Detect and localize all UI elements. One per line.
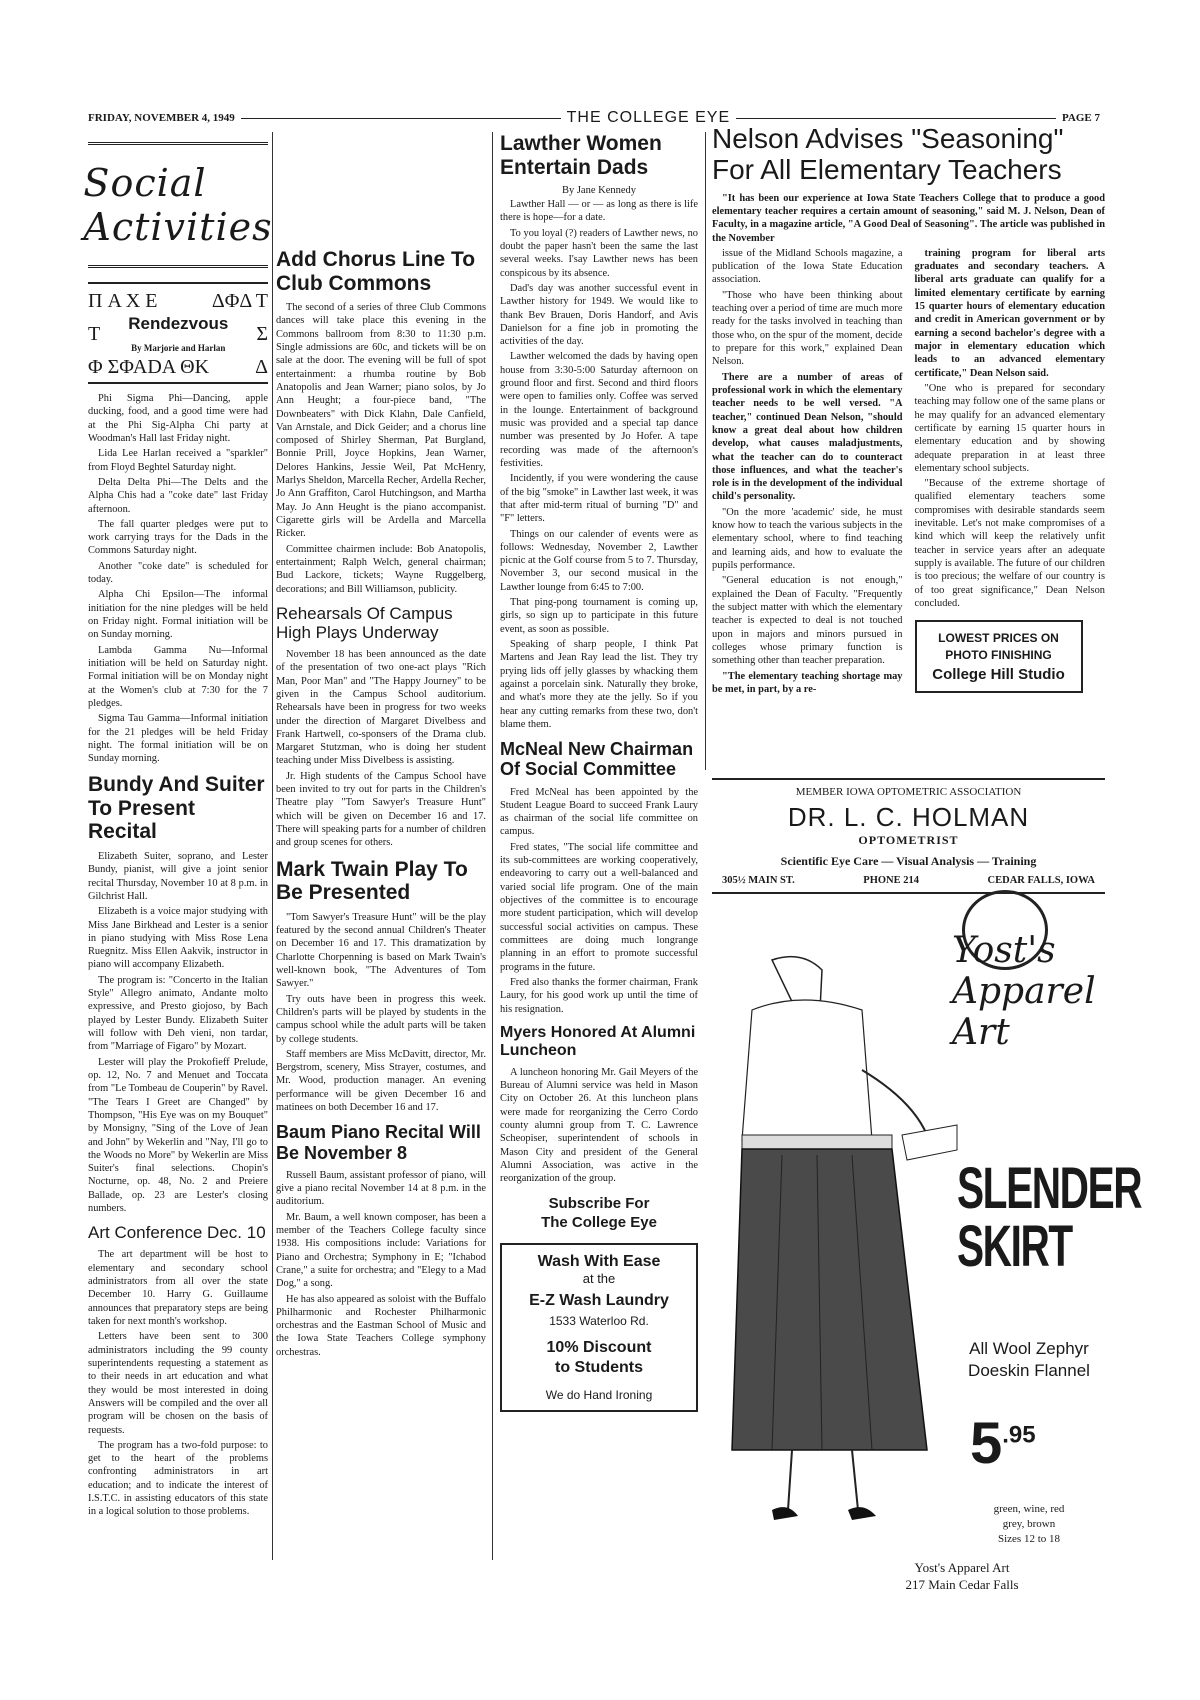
article-paragraph: "On the more 'academic' side, he must know how to teach the various subjects in the elementary school, where to find teaching and learning aids, and how to evaluate the pupils performance. — [712, 506, 903, 572]
ad-text: at the — [582, 1270, 616, 1286]
ad-business-name: Yost's Apparel Art — [914, 1560, 1010, 1575]
greek-letters: Σ — [256, 323, 268, 345]
article-paragraph: Phi Sigma Phi—Dancing, apple ducking, food, and a good time were had at the Phi Sig-Alpha Chi party at Woodman's Hall last Friday night. — [88, 393, 268, 444]
column-1 — [83, 132, 273, 1521]
article-paragraph: Jr. High students of the Campus School have been invited to try out for parts in the Children's Theatre play "Tom Sawyer's Treasure Hunt" which will be given on December 16 and 17. There will speaking parts for a number of children and group scenes for others. — [276, 770, 486, 849]
article-body — [276, 301, 486, 596]
article-paragraph: "It has been our experience at Iowa State Teachers College that to produce a good elementary teacher requires a certain amount of seasoning," said M. J. Nelson, Dean of Faculty, in a magazine article, "A Good Deal of Seasoning". The article was published in the November — [712, 192, 1105, 244]
article-paragraph: Sigma Tau Gamma—Informal initiation for the 21 pledges will be held Friday night. The formal initiation will be on Sunday morning. — [88, 713, 268, 765]
article-paragraph: Staff members are Miss McDavitt, director, Mr. Bergstrom, scenery, Miss Strayer, costumes, and Mr. Wood, production manager. An evening performance will be given December 16 and matinees on both December 16 and 17. — [276, 1048, 486, 1114]
ad-headline-line: SKIRT — [957, 1214, 1072, 1279]
article-paragraph: Fred McNeal has been appointed by the Student League Board to succeed Frank Laury as chairman of the social life committee on campus. — [500, 786, 698, 838]
article-paragraph: The second of a series of three Club Commons dances will take place this evening in the Commons ballroom from 8:30 to 11:30 p.m. Single admissions are 60c, and tickets will be on sale at the door. The evening will be full of spot entertainment: a rhumba routine by Bob Anatopolis and Jean Warner; piano solos, by Jo Ann Heught; a four-piece band, "The Downbeaters" with Dick Klahn, Dale Canfield, Van Arnstale, and Dick Geider; and a chorus line composed of Shirley Sherman, Pat Burgland, Bonnie Prill, Joyce Hopkins, Jean Warner, Delores Hankins, Jessie Weil, Pat McHenry, Marlys Sheldon, Marcella Recher, Ardella Recher, Jo Ann Graffiton, Carol Hutchingson, and Martha May. Jo Ann Heught is the piano accompanist. Cigarette girls will be Ardella and Marcella Ricker. — [276, 302, 486, 540]
article-paragraph: He has also appeared as soloist with the Buffalo Philharmonic and Rochester Philharmonic orchestras and the Eastman School of Music and the Iowa State Teachers College symphony orchestras. — [276, 1293, 486, 1358]
article-body — [500, 198, 698, 731]
article-body — [276, 1169, 486, 1359]
article-paragraph: "The elementary teaching shortage may be met, in part, by a re- — [712, 670, 903, 695]
article-paragraph: The program is: "Concerto in the Italian Style" Allegro animato, Andante molto expressive, and Presto giojoso, by Bach played by Lester Bundy. Elizabeth Suiter will follow with Deh vieni, non tardar, from "Marriage of Figaro" by Mozart. — [88, 974, 268, 1053]
header-rule — [736, 118, 1056, 119]
article-paragraph: "Tom Sawyer's Treasure Hunt" will be the play featured by the second annual Children's Theater on December 16 and 17. This dramatization by Charlotte Chorpenning is based on Mark Twain's well-known book, "The Adventures of Tom Sawyer." — [276, 911, 486, 990]
greek-letters: Φ ΣΦΑDΑ ΘΚ — [88, 356, 210, 378]
article-paragraph: "One who is prepared for secondary teaching may follow one of the same plans or he may qualify for an advanced elementary certificate by earning 15 quarter hours in elementary education and by showing adequate preparation in at least three elementary school subjects. — [914, 382, 1105, 474]
article-paragraph: Delta Delta Phi—The Delts and the Alpha Chis had a "coke date" last Friday afternoon. — [88, 476, 268, 515]
article-paragraph: training program for liberal arts graduates and secondary teachers. A liberal arts graduate can qualify for a limited elementary certificate by earning 15 quarter hours of elementary education and credit in American government or by earning a second bachelor's degree with a major in elementary education which leads to an advanced elementary certificate," Dean Nelson said. — [914, 247, 1105, 379]
article-paragraph: Letters have been sent to 300 administrators including the 99 county superintendents requesting a statement as to their needs in art education and what they would be most interested in doing Answers will be compiled and the over all program will be chosen on the basis of requests. — [88, 1331, 268, 1436]
ad-business-name: E-Z Wash Laundry — [529, 1291, 669, 1309]
ad-business-name: DR. L. C. HOLMAN — [787, 802, 1030, 832]
ad-services: Scientific Eye Care — Visual Analysis — Training — [780, 854, 1037, 868]
headline: Myers Honored At Alumni Luncheon — [500, 1023, 696, 1059]
ad-offer: 10% Discount — [546, 1338, 652, 1356]
ad-city: CEDAR FALLS, IOWA — [987, 875, 1095, 886]
fabric-description — [954, 1338, 1104, 1382]
subscribe-line: The College Eye — [541, 1214, 657, 1232]
column-4 — [712, 124, 1105, 698]
article-paragraph: Elizabeth is a voice major studying with Miss Jane Birkhead and Lester is a senior in piano studying with Miss Rose Lena Ruegnitz. Miss Ellen Aakvik, instructor in piano will accompany Elizabeth. — [88, 906, 268, 971]
optometrist-ad — [712, 778, 1105, 894]
greek-letters: Δ — [255, 356, 268, 378]
article-body — [88, 850, 268, 1215]
article-body — [276, 648, 486, 850]
headline: McNeal New Chairman Of Social Committee — [500, 739, 694, 780]
article-body — [712, 247, 903, 698]
ad-text: MEMBER IOWA OPTOMETRIC ASSOCIATION — [795, 786, 1022, 798]
article-paragraph: A luncheon honoring Mr. Gail Meyers of the Bureau of Alumni service was held in Mason City on October 26. At this luncheon plans were made for reorganizing the Cerro Cordo county alumni group from T. C. Lawrence Scheopiser, superintendent of schools in Mason City and president of the General Alumni Association, was active in the reorganization of the group. — [500, 1066, 698, 1185]
ad-text: PHOTO FINISHING — [945, 648, 1052, 663]
article-paragraph: Committee chairmen include: Bob Anatopolis, entertainment; Ralph Welch, general chairman; Bud Lackore, tickets; Wayne Ruggelberg, decorations; and Bill Williamson, publicity. — [276, 543, 486, 595]
headline: Art Conference Dec. 10 — [88, 1223, 266, 1243]
article-columns — [712, 247, 1105, 698]
greek-letters: Τ — [88, 323, 101, 345]
headline: Rehearsals Of Campus High Plays Underway — [276, 603, 453, 642]
headline: Add Chorus Line To Club Commons — [276, 248, 476, 295]
article-paragraph: Try outs have been in progress this week. Children's parts will be played by students in the campus school while the adult parts will be taken by college students. — [276, 993, 486, 1045]
store-logo: Yost's Apparel Art — [952, 930, 1096, 1053]
ad-headline: Wash With Ease — [537, 1252, 661, 1270]
section-title: Social Activities — [83, 161, 273, 249]
ad-text: Sizes 12 to 18 — [997, 1532, 1061, 1545]
model-illustration — [712, 950, 962, 1550]
column-title: Rendezvous — [128, 314, 229, 333]
article-paragraph: "Those who have been thinking about teaching over a period of time are much more ready for the tasks involved in teaching than those who, on the spur of the moment, decide to prepare for this work," explained Dean Nelson. — [712, 289, 903, 368]
article-paragraph: There are a number of areas of professional work in which the elementary teacher needs to be well versed. "A teacher," continued Dean Nelson, "should know a great deal about how children develop, what causes maladjustments, what the teacher can do to counteract those influences, and what the teacher's role is in the development of the individual child's personality. — [712, 371, 903, 503]
ad-address: 1533 Waterloo Rd. — [549, 1313, 649, 1328]
greek-letters: П Α Χ Ε — [88, 290, 158, 312]
article-body — [500, 786, 698, 1016]
column-rule — [705, 132, 706, 770]
column-2 — [276, 240, 486, 1361]
article-paragraph: The art department will be host to elementary and secondary school administrators from all over the state December 10. Harry G. Guillaume announces that preparatory steps are being taken for next month's workshop. — [88, 1249, 268, 1328]
ad-text: grey, brown — [1002, 1517, 1056, 1530]
headline: Mark Twain Play To Be Presented — [276, 857, 468, 905]
social-activities-banner — [83, 142, 273, 268]
ad-text: OPTOMETRIST — [858, 833, 959, 847]
article-paragraph: To you loyal (?) readers of Lawther news, no doubt the paper hasn't been the same the last several weeks. I'say Lawther news has been conspicous by its absence. — [500, 227, 698, 279]
article-body — [276, 911, 486, 1115]
price — [970, 1410, 1036, 1477]
color-options — [974, 1502, 1084, 1547]
ad-text: Doeskin Flannel — [968, 1361, 1090, 1381]
subscribe-line: Subscribe For — [548, 1195, 650, 1213]
article-paragraph: Dad's day was another successful event in Lawther history for 1949. We would like to thank Bev Brauen, Doris Handorf, and Avis Danielson for a fine job in promoting the activities of the day. — [500, 282, 698, 348]
laundry-ad — [500, 1243, 698, 1412]
byline: By Jane Kennedy — [561, 185, 637, 197]
article-paragraph: Russell Baum, assistant professor of piano, will give a piano recital November 14 at 8 p.m. in the auditorium. — [276, 1169, 486, 1208]
ad-text: green, wine, red — [993, 1503, 1065, 1515]
article-paragraph: Lambda Gamma Nu—Informal initiation will be held on Saturday night. Formal initiation will be on Monday night at the Women's club at 7:30 for the 7 pledges. — [88, 644, 268, 709]
article-paragraph: Lawther Hall — or — as long as there is life there is hope—for a date. — [500, 199, 698, 224]
column-rule — [272, 132, 273, 1560]
article-paragraph: That ping-pong tournament is coming up, girls, so sign up to participate in this future event, as soon as possible. — [500, 597, 698, 635]
column-rule — [492, 132, 493, 1560]
ad-text: We do Hand Ironing — [545, 1387, 653, 1402]
byline: By Marjorie and Harlan — [131, 343, 226, 353]
price-dollars: 5 — [970, 1411, 1003, 1476]
article-paragraph: "General education is not enough," explained the Dean of Faculty. "Frequently the subject matter with which the elementary teacher is expected to deal is not touched upon in majors and minors pursued in colleges whose primary function is something other than teacher preparation. — [712, 575, 903, 667]
article-lead — [712, 192, 1105, 245]
article-paragraph: Things on our calender of events were as follows: Wednesday, November 2, Lawther picnic at the Golf course from 5 to 7. Thursday, November 3, our second musical in the Lawther lounge from 6:45 to 7:00. — [500, 528, 698, 593]
ad-headline-line: SLENDER — [957, 1156, 1142, 1221]
article-paragraph: The program has a two-fold purpose: to get to the heart of the problems confronting administrators in art education; and to indicate the interest of I.S.T.C. in assisting educators of this state in a logical solution to those problems. — [88, 1439, 268, 1518]
headline: Baum Piano Recital Will Be November 8 — [276, 1122, 481, 1163]
studio-ad — [915, 620, 1083, 693]
ad-offer: to Students — [555, 1358, 643, 1376]
ad-address: 305½ MAIN ST. — [722, 875, 795, 886]
article-body — [915, 247, 1106, 698]
article-paragraph: Lester will play the Prokofieff Prelude, op. 12, No. 7 and Menuet and Toccata from "Le Tombeau de Couperin" by Ravel. "The Tears I Greet are Changed" by Thompson, "His Eye was on my Bouquet" by Monsigny, "Sing of the Love of Jean and John" by Wekerlin and "Nay, I'll go to the Woods no More" by Wekerlin are Miss Suiter's final selections. Chopin's Nocturne, op. 48, No. 2 and Preiere Ballade, op. 23 are Lester's closing numbers. — [88, 1056, 268, 1215]
header-rule — [241, 118, 561, 119]
article-paragraph: issue of the Midland Schools magazine, a publication of the Iowa State Education association. — [712, 247, 903, 286]
page-number: PAGE 7 — [1062, 112, 1101, 124]
article-paragraph: Fred also thanks the former chairman, Frank Laury, for his good work up until the time of his resignation. — [500, 976, 698, 1015]
headline: Lawther Women Entertain Dads — [500, 132, 662, 179]
ad-text: LOWEST PRICES ON — [938, 631, 1059, 646]
ad-business-name: College Hill Studio — [932, 665, 1065, 683]
article-paragraph: The fall quarter pledges were put to work carrying trays for the Dads in the Commons Saturday night. — [88, 518, 268, 557]
rendezvous-masthead — [88, 282, 268, 384]
yost-apparel-ad — [712, 890, 1142, 1602]
greek-letters: ΔΦΔ Τ — [211, 290, 268, 312]
article-paragraph: Alpha Chi Epsilon—The informal initiation for the nine pledges will be held on Friday night. Formal initiation will be on Sunday morning. — [88, 589, 268, 641]
article-paragraph: Incidently, if you were wondering the cause of the big "smoke" in Lawther last week, it was that after mid-term ritual of burning "D" and "F" letters. — [500, 473, 698, 525]
article-paragraph: Fred states, "The social life committee and its sub-committees are working cooperatively, endeavoring to carry out a well-balanced and varied social life program. One of the main objectives of the committee is to encourage more student participation, which will develop successful social activities on campus. These committees are doing much longrange planning in an effort to promote successful programs in the future. — [500, 841, 698, 973]
article-paragraph: Speaking of sharp people, I think Pat Martens and Jean Ray lead the list. They try prying lids off jelly glasses by whacking them against a porcelain sink. Naturally they broke, and what's more they ate the jelly. So if you hear any cutting remarks from these two, don't blame them. — [500, 639, 698, 730]
article-paragraph: Elizabeth Suiter, soprano, and Lester Bundy, pianist, will give a joint senior recital Thursday, November 10 at 8 p.m. in Gilchrist Hall. — [88, 850, 268, 902]
article-paragraph: November 18 has been announced as the date of the presentation of two one-act plays "Rich Man, Poor Man" and "The Happy Journey" to be given in the Campus School auditorium. Rehearsals have been in progress for two weeks under the direction of Margaret Divelbess and Frank Hartwell, co-sponsers of the Drama club. Margaret Stutzman, who is doing her student teaching under Miss Divelbess is assisting. — [276, 648, 486, 767]
article-paragraph: Lida Lee Harlan received a "sparkler" from Floyd Beghtel Saturday night. — [88, 448, 268, 473]
article-paragraph: Mr. Baum, a well known composer, has been a member of the Teachers College faculty since 1938. His compositions include: Variations for Piano and Orchestra; Symphony in E; "Ichabod Crane," a suite for orchestra; and "Elegy to a Mad Dog," a song. — [276, 1211, 486, 1290]
column-3 — [500, 132, 698, 1412]
headline: Nelson Advises "Seasoning" For All Elementary Teachers — [712, 123, 1064, 185]
headline: Bundy And Suiter To Present Recital — [88, 773, 265, 844]
paper-title: THE COLLEGE EYE — [566, 109, 731, 126]
article-paragraph: Another "coke date" is scheduled for today. — [88, 560, 268, 586]
ad-phone: PHONE 214 — [863, 875, 919, 886]
article-paragraph: Lawther welcomed the dads by having open house from 3:30-5:00 Saturday afternoon on ground floor and first. Second and third floors were open to families only. Coffee was served in the lounge. Entertainment of background music was provided and a special tap dance number was presented by Jo Hofer. A tape recording was made of the afternoon's festivities. — [500, 351, 698, 469]
article-body — [88, 1248, 268, 1518]
ad-address: 217 Main Cedar Falls — [905, 1576, 1019, 1592]
article-body — [500, 1066, 698, 1186]
ad-text: All Wool Zephyr — [969, 1339, 1089, 1358]
store-info — [862, 1560, 1062, 1594]
social-notes — [88, 392, 268, 765]
price-cents: .95 — [1002, 1421, 1036, 1449]
issue-date: FRIDAY, NOVEMBER 4, 1949 — [88, 112, 235, 124]
article-paragraph: "Because of the extreme shortage of qualified elementary teachers some compromises with desirable standards seem inevitable. Let's not make compromises of a kind which will keep the relatively unfit teacher in service years after an adequate supply is available. The future of our children is too precious; the welfare of our country is of too great significance," Dean Nelson concluded. — [914, 478, 1105, 609]
subscribe-notice — [500, 1195, 698, 1233]
ad-headline — [957, 1156, 1142, 1279]
